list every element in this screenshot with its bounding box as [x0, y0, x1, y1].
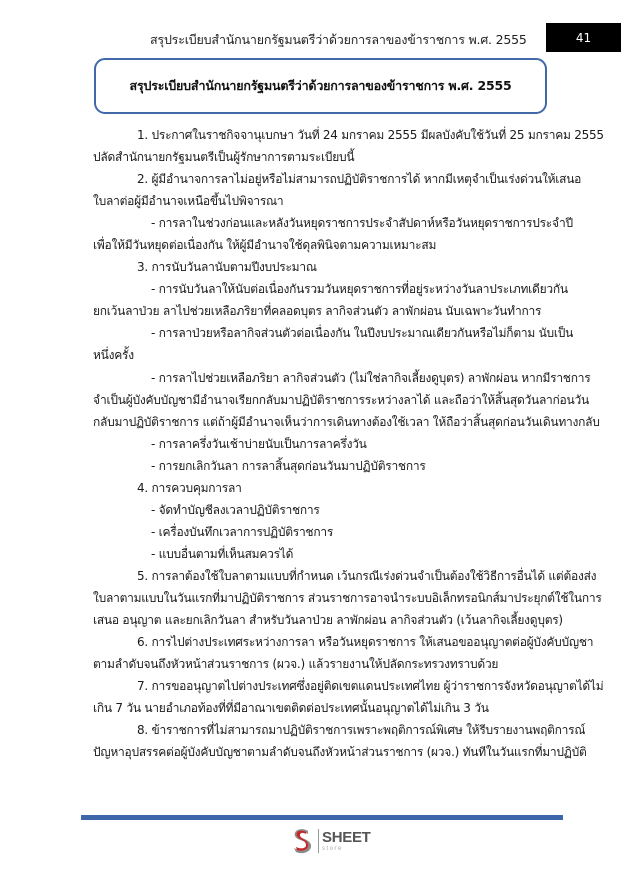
logo-divider [318, 829, 319, 853]
text-line: จำเป็นผู้บังคับบัญชามีอำนาจเรียกกลับมาปฏิบัติราชการระหว่างลาได้ และถือว่าให้สิ้นสุดวันลาก่อนวัน [93, 393, 589, 407]
text-line: - การลาป่วยหรือลากิจส่วนตัวต่อเนื่องกัน ในปีงบประมาณเดียวกันหรือไม่ก็ตาม นับเป็น [151, 326, 574, 340]
text-line: - การลาในช่วงก่อนและหลังวันหยุดราชการประจำสัปดาห์หรือวันหยุดราชการประจำปี [151, 216, 573, 230]
text-line: 6. การไปต่างประเทศระหว่างการลา หรือวันหยุดราชการ ให้เสนอขออนุญาตต่อผู้บังคับบัญชา [137, 635, 594, 649]
text-line: - แบบอื่นตามที่เห็นสมควรได้ [151, 547, 294, 561]
text-line: 8. ข้าราชการที่ไม่สามารถมาปฏิบัติราชการเพราะพฤติการณ์พิเศษ ให้รีบรายงานพฤติการณ์ [137, 723, 586, 737]
logo-word: SHEET [322, 829, 371, 846]
text-line: 3. การนับวันลานับตามปีงบประมาณ [137, 260, 317, 274]
text-line: เพื่อให้มีวันหยุดต่อเนื่องกัน ให้ผู้มีอำนาจใช้ดุลพินิจตามความเหมาะสม [93, 238, 437, 252]
document-title: สรุประเบียบสำนักนายกรัฐมนตรีว่าด้วยการลาของข้าราชการ พ.ศ. 2555 [129, 78, 512, 93]
text-line: ใบลาตามแบบในวันแรกที่มาปฏิบัติราชการ ส่วนราชการอาจนำระบบอิเล็กทรอนิกส์มาประยุกต์ใช้ในการ [93, 591, 602, 605]
text-line: - เครื่องบันทึกเวลาการปฏิบัติราชการ [151, 525, 334, 539]
text-line: - การยกเลิกวันลา การลาสิ้นสุดก่อนวันมาปฏิบัติราชการ [151, 459, 426, 473]
running-header: สรุประเบียบสำนักนายกรัฐมนตรีว่าด้วยการลาของข้าราชการ พ.ศ. 2555 [150, 32, 527, 47]
logo-subtitle: store [322, 846, 343, 852]
sheet-store-s-logo-icon [290, 828, 314, 854]
text-line: ปัญหาอุปสรรคต่อผู้บังคับบัญชาตามลำดับจนถึงหัวหน้าส่วนราชการ (ผวจ.) ทันทีในวันแรกที่มาปฏิบัติ [93, 745, 587, 759]
text-line: ใบลาต่อผู้มีอำนาจเหนือขึ้นไปพิจารณา [93, 194, 284, 208]
footer-divider [81, 815, 563, 820]
text-line: กลับมาปฏิบัติราชการ แต่ถ้าผู้มีอำนาจเห็นว่าการเดินทางต้องใช้เวลา ให้ถือว่าสิ้นสุดก่อนวันเดินทางกลับ [93, 415, 600, 429]
text-line: - จัดทำบัญชีลงเวลาปฏิบัติราชการ [151, 503, 320, 517]
title-box [94, 58, 547, 114]
text-line: 2. ผู้มีอำนาจการลาไม่อยู่หรือไม่สามารถปฏิบัติราชการได้ หากมีเหตุจำเป็นเร่งด่วนให้เสนอ [137, 172, 582, 186]
logo-text [322, 830, 371, 852]
page-number: 41 [546, 23, 621, 52]
text-line: ยกเว้นลาป่วย ลาไปช่วยเหลือภริยาที่คลอดบุตร ลากิจส่วนตัว ลาพักผ่อน นับเฉพาะวันทำการ [93, 304, 542, 318]
text-line: 7. การขออนุญาตไปต่างประเทศซึ่งอยู่ติดเขตแดนประเทศไทย ผู้ว่าราชการจังหวัดอนุญาตได้ไม่ [137, 679, 604, 693]
text-line: ปลัดสำนักนายกรัฐมนตรีเป็นผู้รักษาการตามระเบียบนี้ [93, 150, 355, 164]
text-line: ตามลำดับจนถึงหัวหน้าส่วนราชการ (ผวจ.) แล้วรายงานให้ปลัดกระทรวงทราบด้วย [93, 657, 499, 671]
text-line: - การลาครึ่งวันเช้าบ่ายนับเป็นการลาครึ่งวัน [151, 437, 367, 451]
text-line: 5. การลาต้องใช้ใบลาตามแบบที่กำหนด เว้นกรณีเร่งด่วนจำเป็นต้องใช้วิธีการอื่นได้ แต่ต้องส่ง [137, 569, 597, 583]
text-line: เกิน 7 วัน นายอำเภอท้องที่ที่มีอาณาเขตติดต่อประเทศนั้นอนุญาตได้ไม่เกิน 3 วัน [93, 701, 489, 715]
text-line: หนึ่งครั้ง [93, 348, 134, 362]
text-line: - การลาไปช่วยเหลือภริยา ลากิจส่วนตัว (ไม่ใช่ลากิจเลี้ยงดูบุตร) ลาพักผ่อน หากมีราชการ [151, 371, 591, 385]
text-line: เสนอ อนุญาต และยกเลิกวันลา สำหรับวันลาป่วย ลาพักผ่อน ลากิจส่วนตัว (เว้นลากิจเลี้ยงดูบุตร) [93, 613, 563, 627]
text-line: 1. ประกาศในราชกิจจานุเบกษา วันที่ 24 มกราคม 2555 มีผลบังคับใช้วันที่ 25 มกราคม 2555 [137, 128, 604, 142]
sheet-store-logo [290, 826, 380, 856]
text-line: 4. การควบคุมการลา [137, 481, 242, 495]
text-line: - การนับวันลาให้นับต่อเนื่องกันรวมวันหยุดราชการที่อยู่ระหว่างวันลาประเภทเดียวกัน [151, 282, 568, 296]
